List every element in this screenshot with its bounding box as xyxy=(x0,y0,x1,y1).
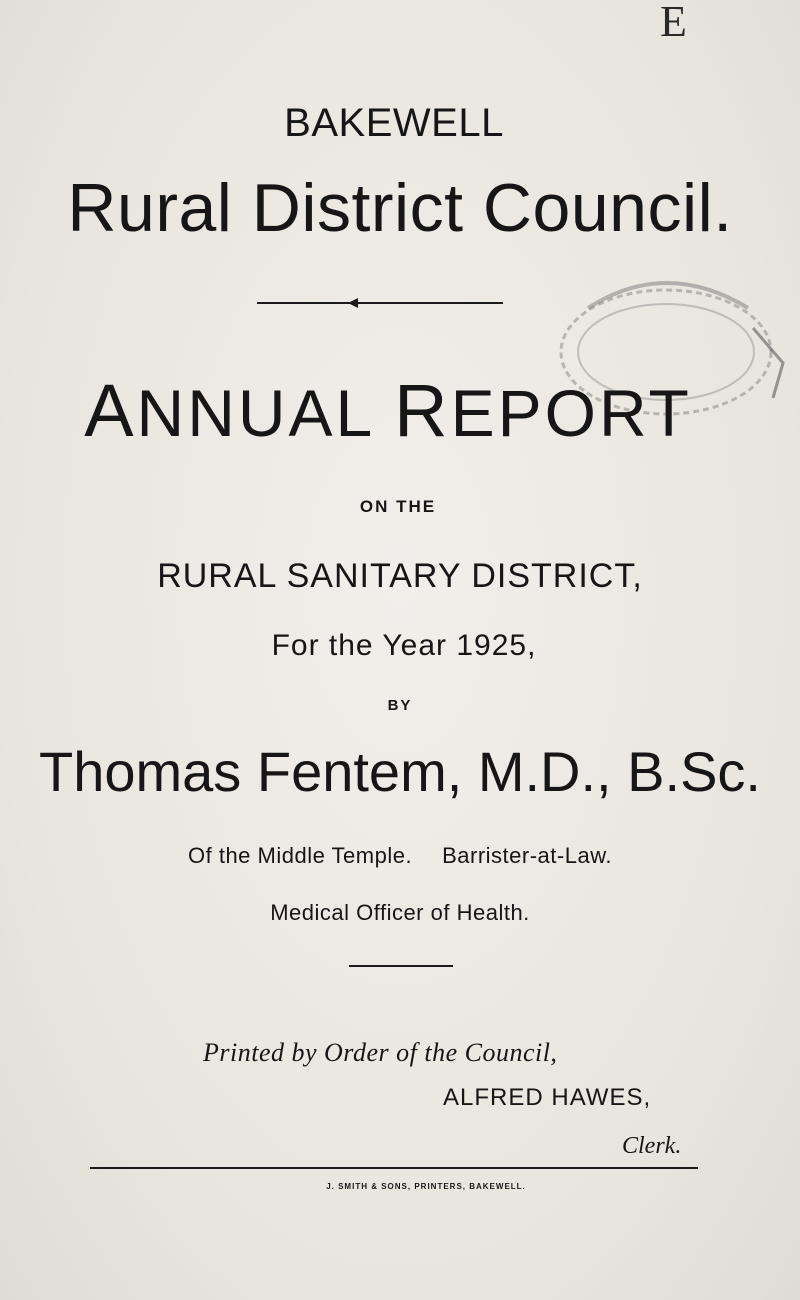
top-divider-rule xyxy=(257,302,503,304)
affiliation-temple: Of the Middle Temple. xyxy=(188,843,413,868)
report-title-initial-a: A xyxy=(84,369,137,452)
report-title-rest-annual: NNUAL xyxy=(136,376,373,450)
middle-divider-rule xyxy=(349,965,453,967)
report-title-initial-r: R xyxy=(394,369,451,452)
affiliation-barrister: Barrister-at-Law. xyxy=(442,843,612,868)
printed-by-order: Printed by Order of the Council, xyxy=(203,1038,558,1067)
bottom-divider-rule xyxy=(90,1167,698,1169)
author-affiliation xyxy=(0,842,800,870)
author-name: Thomas Fentem, M.D., B.Sc. xyxy=(39,740,761,803)
town-name: BAKEWELL xyxy=(284,101,504,145)
report-year: For the Year 1925, xyxy=(271,629,537,662)
on-the-label: ON THE xyxy=(359,497,437,516)
clerk-title: Clerk. xyxy=(622,1133,682,1159)
corner-mark: E xyxy=(660,0,687,46)
clerk-name: ALFRED HAWES, xyxy=(443,1084,652,1111)
report-title xyxy=(0,369,788,452)
author-role: Medical Officer of Health. xyxy=(270,900,530,925)
printer-imprint: J. SMITH & SONS, PRINTERS, BAKEWELL. xyxy=(326,1182,526,1191)
report-title-rest-report: EPORT xyxy=(450,376,692,450)
divider-ornament-icon xyxy=(348,298,358,308)
district-name: RURAL SANITARY DISTRICT, xyxy=(157,557,643,595)
by-label: BY xyxy=(387,697,413,714)
council-name: Rural District Council. xyxy=(67,170,733,246)
